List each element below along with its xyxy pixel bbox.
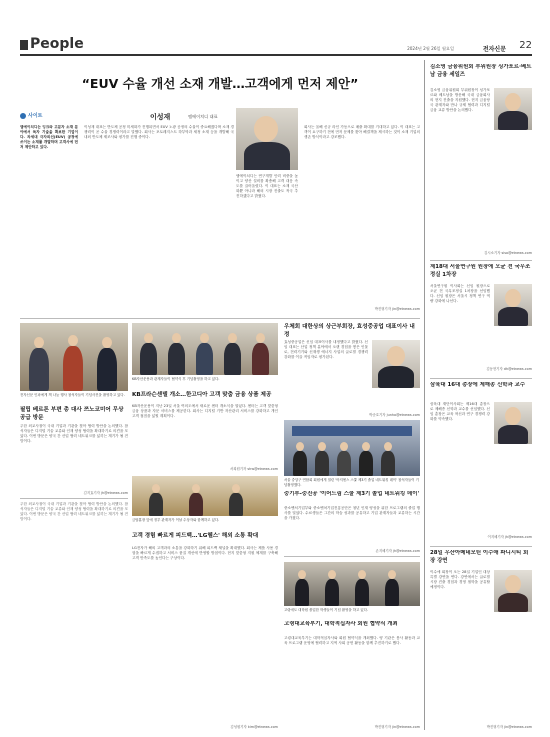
cyber-body: 효성중공업은 신임 대표이사를 내정했다고 밝혔다. 신임 대표는 산업 정책 분야에서 오랜 경험을 쌓은 인물로, 전력기기와 신재생 에너지 사업의 글로벌 경쟁력 강화를 이끌 적임자로 평가된다. [284, 340, 368, 359]
person-body [140, 343, 157, 375]
person-head [358, 570, 366, 579]
left-lower-block [20, 502, 128, 730]
person-head [296, 442, 304, 451]
person-body [337, 451, 351, 476]
portrait-face [254, 116, 278, 142]
sidebar-4-portrait [494, 570, 532, 612]
lg-byline: 김성원기자 kim@etnews.com [230, 725, 278, 729]
person-body [315, 451, 329, 476]
person-head [68, 335, 78, 346]
main-byline: 박진형기자 jin@etnews.com [374, 307, 420, 311]
sidebar-item-4 [430, 550, 532, 730]
bookstore-caption: 전자신문 인파에게 책 나눔 행사 참석자들이 기념사진을 촬영하고 있다. [20, 393, 125, 397]
person-body [325, 579, 339, 606]
bookstore-photo [20, 323, 128, 391]
main-lead: 엠에이치디는 잉크와 고분자 소재 분야에서 독자 기술을 확보한 기업이다. 차세대 극자외선(EUV) 공정에 쓰이는 소재를 개발하며 고객사에 먼저 제안하고 있다. [20, 125, 78, 149]
person-body [355, 579, 369, 606]
page-number: 22 [519, 40, 532, 51]
divider-main [20, 318, 420, 319]
date-line: 2024년 2월 26일 월요일 [407, 46, 454, 51]
person-head [228, 333, 237, 343]
bookstore-headline: 필립 베르톤 부편 총 대사 쯔노코미어 무상공급 방문 [20, 407, 124, 421]
sidebar-3-headline: 삼육대 16대 총장에 제해종 신학과 교수 [430, 382, 525, 388]
bookstore-byline: 김지효기자 jh@etnews.com [83, 491, 128, 495]
kb-headline: KB프라슨센델 개소…한고디아 고객 맞춤 금융 상품 제공 [132, 392, 272, 398]
sidebar-4-headline: 28일 우산아메네모틴 이수애 파니시티 회장 강연 [430, 550, 529, 564]
masthead [20, 14, 532, 62]
portrait-face [387, 346, 405, 366]
portrait-suit [244, 142, 290, 170]
sidebar-1-headline: 김소영 금융위원회 부위원장 싱가포르·베트남 금융 세일즈 [430, 64, 532, 78]
person-body [189, 493, 203, 516]
person-head [232, 484, 240, 493]
section-marker [20, 40, 28, 50]
sidebar-1-portrait [494, 88, 532, 130]
seoul-byline: 손지혜기자 jh@etnews.com [375, 549, 420, 553]
person-body [295, 579, 309, 606]
person-body [252, 343, 269, 375]
sidebar-4-body: 이수애 회장이 오는 28일 기업인 대상 특별 강연을 연다. 강연에서는 글로벌 시장 진출 경험과 경영 철학을 공유할 예정이다. [430, 570, 490, 589]
person-body [168, 343, 185, 375]
tag-label: 사이트 [28, 113, 43, 119]
masthead-rule [20, 54, 532, 56]
sidebar-4-byline: 박진형기자 jin@etnews.com [486, 725, 532, 729]
portrait-face [505, 407, 521, 425]
person-head [192, 484, 200, 493]
seoul-body: 중소벤처기업부와 중소벤처기업진흥공단은 청년 인재 양성을 위한 프로그램의 졸업 행사를 열었다. 수료생들은 그간의 학습 성과를 공유하고 기업 관계자들과 교류하는 시간을 가졌다. [284, 506, 420, 520]
person-body [359, 451, 373, 476]
person-body [293, 451, 307, 476]
seoul-photo [284, 420, 420, 476]
person-head [318, 442, 326, 451]
person-body [29, 348, 49, 391]
person-head [172, 333, 181, 343]
story-tag [20, 112, 60, 121]
portrait-face [505, 289, 521, 307]
person-body [97, 348, 117, 391]
sidebar-3-byline: 이지혜기자 jh@etnews.com [487, 535, 532, 539]
divider-seoul [284, 556, 420, 557]
person-head [328, 570, 336, 579]
seoul-caption: 서울 중앙구 연합회 회원에게 열린 '아저센스 스쿨 제3기 졸업 네트워킹 데이' 참석자들이 기념촬영했다. [284, 478, 419, 487]
main-story [20, 60, 420, 318]
sidebar-divider [424, 60, 425, 730]
person-head [298, 570, 306, 579]
divider-left [20, 498, 128, 499]
portrait-face [505, 575, 521, 593]
kb-body: KB자산운용이 지난 23일 서울 여의도에서 새로운 센터 개소식을 열었다. 센터는 고객 맞춤형 금융 상품과 자문 서비스를 제공한다. 회사는 디지털 기반 자산관리 서비스를 강화하고 개인 고객 접점을 넓힐 계획이다. [132, 404, 278, 418]
grad-photo [284, 562, 420, 606]
sidebar-3-portrait [494, 402, 532, 444]
person-head [200, 333, 209, 343]
person-head [152, 484, 160, 493]
person-body [196, 343, 213, 375]
portrait-suit [378, 366, 414, 388]
portrait-photo [236, 108, 298, 170]
person-head [362, 442, 370, 451]
sidebar-2-headline: 제18대 서울연구원 원장에 오균 전 국무조정실 1차장 [430, 264, 531, 278]
kb-caption: KB자산운용과 관계자들이 협약식 후 기념촬영을 하고 있다. [132, 377, 220, 381]
person-body [63, 346, 83, 391]
sidebar-2-body: 서울연구원 이사회는 신임 원장으로 오균 전 국무조정실 1차장을 선임했다. 신임 원장은 서울시 정책 연구 역량 강화에 나선다. [430, 284, 490, 303]
person-head [144, 333, 153, 343]
sidebar-item-2 [430, 264, 532, 374]
section-title: People [30, 36, 84, 52]
sidebar-2-portrait [494, 284, 532, 326]
interviewee-title: 엠에이치디 대표 [188, 114, 218, 119]
grad-caption: 고령에도 대학원 졸업한 학생들이 기념 촬영을 하고 있다. [284, 608, 368, 612]
sidebar-divider-3 [430, 546, 532, 547]
person-head [340, 442, 348, 451]
person-head [34, 337, 44, 348]
person-body [149, 493, 163, 516]
lg-caption: 금탑훈장 앞에 정부 관계자가 이날 수상자와 함께하고 있다. [132, 518, 220, 522]
main-body-2: 엠에이치디는 연구개발 인력 비중을 높이고 양산 설비를 확충해 고객 대응 속도를 끌어올렸다. 이 대표는 소재 국산화뿐 아니라 해외 시장 진출도 적극 추진하겠다고 밝혔다. [236, 174, 298, 198]
grad-byline: 박진형기자 jin@etnews.com [374, 725, 420, 729]
person-body [381, 451, 395, 476]
portrait-suit [498, 307, 528, 326]
lg-headline: 고객 경험 빠르게 피드백…'LG헬스' 해외 소통 확대 [132, 533, 259, 539]
cyber-byline: 박준호기자 junho@etnews.com [369, 413, 420, 417]
cyber-portrait [372, 340, 420, 388]
sidebar-divider-2 [430, 378, 532, 379]
sidebar-3-body: 삼육대 재단이사회는 제16대 총장으로 제해종 신학과 교수를 선임했다. 신임 총장은 교육 혁신과 연구 경쟁력 강화를 약속했다. [430, 402, 490, 421]
portrait-face [505, 93, 521, 111]
cyber-headline: 우체회 대한상의 상근부회장, 효성중공업 대표이사 내정 [284, 324, 415, 338]
grad-headline: 고령대교육부기, 대학적십자사 회원 협약식 개최 [284, 621, 398, 627]
banner [292, 426, 412, 436]
portrait-suit [498, 593, 528, 612]
main-headline: “EUV 수율 개선 소재 개발…고객에게 먼저 제안” [81, 76, 359, 91]
person-body [224, 343, 241, 375]
kb-byline: 서희원기자 shw@etnews.com [229, 467, 278, 471]
lg-photo [132, 476, 278, 516]
paper-name: 전자신문 [482, 46, 506, 53]
sidebar-2-byline: 김동현기자 dh@etnews.com [486, 367, 532, 371]
person-body [229, 493, 243, 516]
person-head [384, 442, 392, 451]
person-body [385, 579, 399, 606]
sidebar-divider-1 [430, 260, 532, 261]
person-head [102, 337, 112, 348]
sidebar-item-3 [430, 382, 532, 542]
sidebar-1-byline: 김시소기자 siso@etnews.com [484, 251, 532, 255]
portrait-suit [498, 425, 528, 444]
tag-mark [20, 113, 26, 119]
main-body-1: 이성재 대표는 반도체 공정 미세화가 진행되면서 EUV 노광 공정의 수율이 중요해졌다며 소재 경쟁력이 곧 수율 경쟁력이라고 말했다. 회사는 포토레지스트 하부막과 세정 소재 등을 개발해 국내외 반도체 제조사와 평가를 진행 중이다. [84, 125, 234, 139]
sidebar-item-1 [430, 64, 532, 256]
grad-body: 고령대교육부기는 대학적십자사와 회원 협약식을 개최했다. 양 기관은 봉사 활동과 교육 프로그램 운영에 협력하고 지역 사회 공헌 활동을 함께 추진하기로 했다. [284, 636, 420, 645]
person-head [388, 570, 396, 579]
portrait-suit [498, 111, 528, 130]
main-body-3: 회사는 올해 신규 라인 가동으로 매출 확대를 기대하고 있다. 이 대표는 고객이 요구하기 전에 먼저 문제를 찾아 해결책을 제시하는 것이 소재 기업의 생존 방식이라고 강조했다. [304, 125, 420, 139]
interviewee-name: 이성재 [150, 113, 171, 121]
left-lower-text: 주한 외교사절이 국내 기업과 기관을 찾아 협력 방안을 논의했다. 참석자들은 디지털 기술 교류와 인재 양성 협력을 확대하기로 의견을 모았다. 이번 방문은 양국 간 산업 협력 네트워크를 넓히는 계기가 될 전망이다. [20, 502, 128, 521]
lg-body: LG전자가 해외 고객과의 소통을 강화하기 위해 피드백 채널을 확대했다. 회사는 제품 사용 경험을 빠르게 수집하고 서비스 품질 개선에 반영할 방침이다. 현지 맞춤형 지원 체계를 구축해 고객 만족도를 높인다는 구상이다. [132, 546, 278, 560]
sidebar-1-body: 김소영 금융위원회 부위원장이 싱가포르와 베트남을 방문해 국내 금융회사의 현지 진출을 지원했다. 현지 금융당국 관계자와 만나 규제 협력과 디지털 금융 교류 방안을 논의했다. [430, 88, 490, 112]
kb-photo [132, 323, 278, 375]
person-head [256, 333, 265, 343]
seoul-headline: 중기부-중진공 '이어드림 스쿨 제3기 졸업 네트워킹 데이' [284, 491, 420, 497]
bookstore-body: 주한 외교사절이 국내 기업과 기관을 찾아 협력 방안을 논의했다. 참석자들은 디지털 기술 교류와 인재 양성 협력을 확대하기로 의견을 모았다. 이번 방문은 양국 간 산업 협력 네트워크를 넓히는 계기가 될 전망이다. [20, 424, 128, 443]
